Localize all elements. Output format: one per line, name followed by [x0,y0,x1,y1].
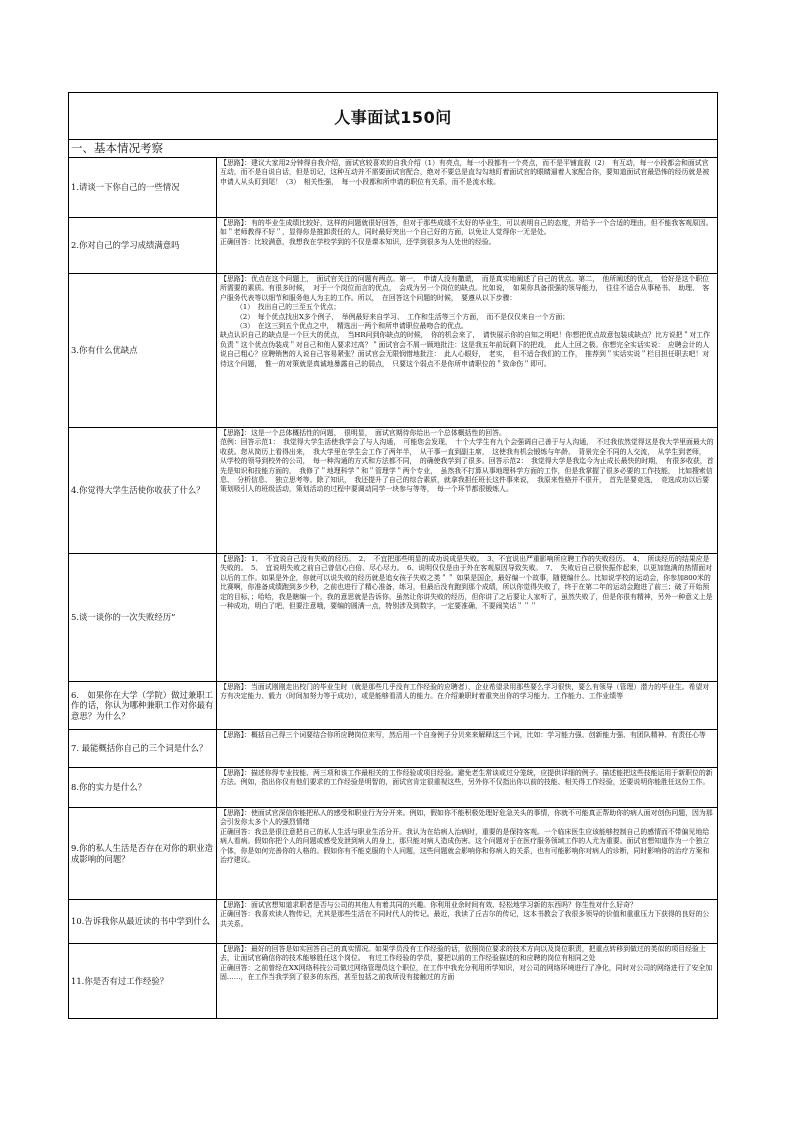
answer-paragraph: 【思路】：建议大家用2分钟得自我介绍，面试官较喜欢的自我介绍（1）有亮点，每一小段都有一个亮点，而不是平铺直叙（2） 有互动，每一小段都会和面试官互动，而不是自说自话，但是切记，这种互动并不需要面试官配合，绝对不要总是直勾勾地盯着面试官的眼睛逼着人家配合你，要知道面试官最恐怖的经历就是被申请人从头盯到尾！（3） 相关性强， 每一小段都和所申请的职位有关系，而不是流水账。 [220,159,710,186]
question-text: 9.你的私人生活是否存在对你的职业造成影响的问题？ [71,843,213,864]
question-text: 3.你有什么优缺点 [71,345,138,356]
answer-paragraph: 缺点认识自己的缺点是一个巨大的优点， 当HR问到你缺点的时候， 你的机会来了， 请快展示你的自知之明吧！你想把优点故意包装成缺点？比方说把＂对工作负责＂这个优点伪装成＂对自己和他人要求过高？＂面试官会不屑一顾地批注：这是我五年前玩剩下的把戏， 此人土回之极。你想完全实话实说： 应聘会计的人说自己粗心？应聘销售的人说自己容易紧张？面试官会无限悯惜地批注： 此人心眼好， 老实， 但不适合我们的工作， 推荐到＂实话实说＂栏目担任职去吧！对待这个问题， 惟一的对策就是真诚地暴露自己的弱点， 只要这个弱点不是你所申请职位的＂致命伤＂即可。 [220,331,711,368]
answer-cell [217,428,717,553]
question-cell [69,428,217,553]
table-row [69,808,717,900]
question-text: 7. 最能概括你自己的三个词是什么？ [71,743,208,754]
table-row [69,944,717,1018]
question-cell [69,944,217,1018]
answer-paragraph: 正确回答：我总是很注意把自己的私人生活与职业生活分开。我认为在给病人治病时，重要的是保持客观。一个临床医生应该能够控制自己的感情而不带偏见地给病人看病。假如你把个人的问题或感受发泄到病人的身上，那只能对病人造成伤害。这个问题对于在医疗服务领域工作的人尤为重要。面试官想知道作为一个独立个体，你是如何完善你的人格的。假如你有不能克服的个人问题，这些问题就会影响你和你病人的关系，也有可能影响你对病人的诊断，同时影响你的治疗方案和治疗建议。 [220,827,710,865]
question-cell [69,218,217,273]
answer-paragraph: 正确回答：我喜欢读人物传记，尤其是那些生活在不同时代人的传记。最近，我读了丘吉尔的传记，这本书教会了我很多领导的价值和重重压力下获得的良好的公共关系。 [220,910,710,928]
table-row [69,274,717,428]
answer-cell [217,218,717,273]
interview-sheet [68,92,718,1019]
answer-paragraph: 范例：回答示范1： 我觉得大学生活使我学会了与人沟通， 可能您会发现， 十个大学生有九个会强调自己善于与人沟通， 不过我依然觉得这是我大学里面最大的收获。您从简历上看得出来， 我大学里在学生会工作了两年半， 从干事一直到副主席， 这使我有机会锻炼与年龄、 背景完全不同的人交流， 从学生到老师， 从学校的领导到校外的公司， 每一种沟通的方式和方法都不同， 的确使我学到了很多。回答示范2： 我觉得大学是我迄今为止成长最快的时期， 有很多收获，首先是知识和技能方面的， 我修了＂地理科学＂和＂管理学＂两个专业， 虽然我不打算从事地理科学方面的工作，但是我掌握了很多必要的工作技能， 比如搜索信息、 分析信息、 独立思考等。除了知识， 我还提升了自己的综合素质，就拿我担任班长这件事来说， 我原来性格并不很开， 首先是要竞选， 竞选成功以后要策划吸引人的班级活动，策划活动的过程中要调动同学一块参与等等， 每一个环节都很锻炼人。 [220,438,714,494]
answer-paragraph: 正确回答：比较满意，我想我在学校学到的不仅是课本知识，还学到很多为人处世的经验。 [220,237,496,246]
question-cell [69,682,217,729]
table-row [69,900,717,944]
answer-cell [217,808,717,899]
question-text: 10.告诉我你从最近读的书中学到什么 [71,916,210,927]
question-table [69,158,717,1018]
answer-cell [217,768,717,807]
answer-paragraph: 【思路】：优点在这个问题上， 面试官关注的问题有两点。第一， 申请人没有撒谎， 而是真实地阐述了自己的优点。第二， 他所阐述的优点， 恰好是这个职位所需要的素质。有很多时候， 对于一个岗位而言的优点， 会成为另一个岗位的缺点。比如说， 如果你具备很强的领导能力， 往往不适合从事秘书、 助理、 客户服务代表等以细节和服务他人为主的工作。所以， 在回答这个问题的时候， 要遵从以下步骤： [220,275,710,302]
question-text: 4.你觉得大学生活使你收获了什么？ [71,485,205,496]
answer-cell [217,900,717,943]
answer-cell [217,682,717,729]
table-row [69,158,717,218]
answer-cell [217,554,717,681]
table-row [69,428,717,554]
question-cell [69,274,217,427]
question-text: 5.谈一谈你的一次失败经历” [71,612,176,623]
question-text: 11.你是否有过工作经验？ [71,975,169,986]
answer-paragraph: 【思路】：使面试官深信你能把私人的感受和职业行为分开来。例如，假如你不能积极处理好危急关头的事情，你就不可能真正帮助你的病人面对创伤问题，因为那会引发你太多个人的强烈情绪 [220,809,713,827]
answer-paragraph: （2） 每个优点找出X多个例子， 举例最好来自学习、 工作和生活等三个方面， 而不是仅仅来自一个方面； [236,312,570,321]
answer-cell [217,944,717,1018]
question-cell [69,808,217,899]
question-cell [69,900,217,943]
table-row [69,554,717,682]
table-row [69,218,717,274]
question-text: 8.你的实力是什么？ [71,782,146,793]
answer-paragraph: 【思路】：这是一个总体概括性的问题， 很明显， 面试官期待你给出一个总体概括性的回答。 [220,429,506,437]
answer-paragraph: 【思路】：面试官想知道求职者是否与公司的其他人有着共同的兴趣。你利用业余时间有效、轻松地学习新的东西吗？你生性对什么好奇？ [220,901,637,909]
question-cell [69,768,217,807]
table-row [69,730,717,768]
answer-paragraph: （3） 在这三到五个优点之中， 精选出一两个和所申请职位最吻合的优点。 [236,322,468,331]
answer-cell [217,158,717,217]
question-text: 1.请谈一下你自己的一些情况 [71,182,180,193]
answer-cell [217,730,717,767]
page-title: 人事面试150问 [334,107,452,127]
answer-cell [217,274,717,427]
answer-paragraph: 【思路】：1、 不宜说自己没有失败的经历。 2、 不宜把那些明显的成功说成是失败。 3、不宜说出严重影响所应聘工作的失败经历。 4、 所谈经历的结果应是失败的。 5、 宜说明失败之前自己曾信心白倍、尽心尽力。 6、说明仅仅是由于外在客观原因导致失败。 7、 失败后自己很快振作起来，以更加饱满的热情面对以后的工作。如果是外企，你就可以说失败的经历就是追女孩子失败之类＂＂ 如果是国企，最好编一个故事，随便编什么。比如说学校的运动会，你参加800米的比赛啊，你准备成绩跑到多少秒，之前也进行了精心准备，练习，但最后没有跑到那个成绩，所以你觉得失败了，终于在第二年的运动会跑进了前三；破了开始预定的目标，；哈哈，我是瞎编一个，我的意思就是告诉你，虽然让你讲失败的经历，但你讲了之后要让人家听了，虽然失败了，但是你很有精神，另外一种意义上是一种成功，明白了吧，但要注意哦，要编的圆满一点，特别涉及到数字，一定要准确，不要闹笑话＂＂＂ [220,555,713,611]
table-row [69,768,717,808]
answer-paragraph: 【思路】：最好的回答是如实回答自己的真实情况。如果学员没有工作经验的话，依照岗位要求的技术方向以及岗位职责，把重点转移到做过的类似的项目经验上去，让面试官确信你的技术能够胜任这个岗位。 有过工作经验的学员，要把以前的工作经验描述的和应聘的岗位有相同之处 [220,945,706,963]
question-text: 2.你对自己的学习成绩满意吗 [71,240,180,251]
answer-paragraph: （1） 找出自己的三至五个优点； [236,303,341,312]
answer-paragraph: 【思路】：概括自己得三个词要结合你所应聘岗位来写，然后用一个自身例子分贝来来解释这三个词，比如：学习能力强、创新能力强、有团队精神、有责任心等 [220,731,706,739]
section-heading: 一、基本情况考察 [69,140,717,158]
question-text: 6. 如果你在大学（学院）做过兼职工作的话，你认为哪种兼职工作对你最有意思？为什么？ [71,689,214,721]
question-cell [69,730,217,767]
answer-paragraph: 正确回答：之前曾经在XX网络科技公司做过网络管理员这个职位，在工作中我充分利用所学知识，对公司的网络环境进行了净化，同时对公司的网络进行了安全加固……，在工作当我学到了很多的东西，甚至包括之前我所没有接触过的方面 [220,963,713,982]
answer-paragraph: 【思路】：有的毕业生成绩比较好，这样的问题就很好回答，但对于那些成绩不太好的毕业生，可以表明自己的态度，并给予一个合适的理由，但不能我客观原因。如＂老师教得不好＂，显得你是推卸责任的人，同时最好突出一个自己好的方面，以免让人觉得你一无是处。 [220,219,713,237]
answer-paragraph: 【思路】：当面试刚刚走出校门的毕业生时（就是那些几乎没有工作经验的应聘者），企业希望录用那些要么学习很快，要么有领导（管理）潜力的毕业生。希望对方有决定能力、毅力（时间加努力等于成功），或是能够看清人的能力。在介绍兼职时着重突出你的学习能力、工作能力、工作业绩等 [220,683,710,701]
table-row [69,682,717,730]
title-row [69,93,717,140]
question-cell [69,554,217,681]
question-cell [69,158,217,217]
answer-paragraph: 【思路】：描述你得专业技能、两三项和该工作最相关的工作经验或项目经验。避免老生常谈或过分笼统，应提供详细的例子。描述能把这些技能运用于新职位的新方法。例如，指出你仅有他们要求的工作经验是明智的，面试官肯定很重视这些，另外你不仅指出你以前的技能、相关得工作经验，还要说明你能胜任这份工作。 [220,769,713,787]
